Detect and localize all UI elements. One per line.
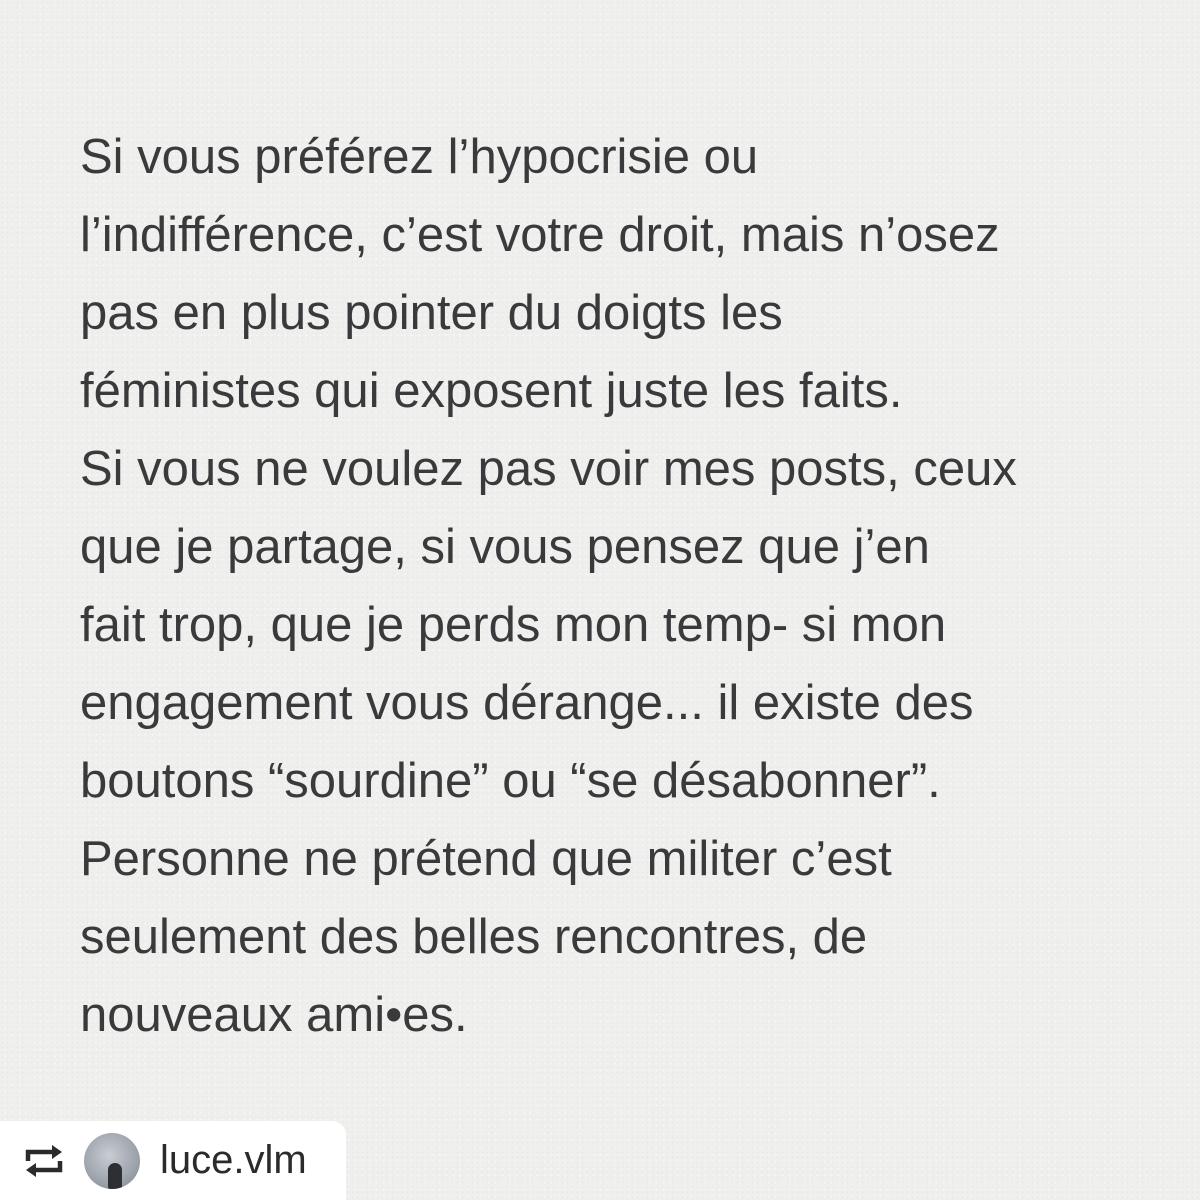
post-text-line: pas en plus pointer du doigts les — [80, 286, 783, 340]
post-text-line: que je partage, si vous pensez que j’en — [80, 520, 930, 574]
post-text-line: Personne ne prétend que militer c’est — [80, 832, 892, 886]
post-text-block — [80, 118, 1170, 1054]
repost-credit-bar[interactable] — [0, 1121, 346, 1200]
post-text-line: nouveaux ami•es. — [80, 988, 468, 1042]
post-text-line: l’indifférence, c’est votre droit, mais n’osez — [80, 208, 1000, 262]
repost-icon — [18, 1139, 70, 1183]
post-text-line: fait trop, que je perds mon temp- si mon — [80, 598, 947, 652]
avatar[interactable] — [84, 1133, 140, 1189]
post-text-line: Si vous préférez l’hypocrisie ou — [80, 130, 759, 184]
post-text-line: boutons “sourdine” ou “se désabonner”. — [80, 754, 941, 808]
post-text-line: engagement vous dérange... il existe des — [80, 676, 974, 730]
repost-icon-graphic — [22, 1143, 66, 1179]
avatar-figure — [108, 1163, 122, 1189]
username-link[interactable]: luce.vlm — [160, 1138, 307, 1182]
post-text-line: Si vous ne voulez pas voir mes posts, ceux — [80, 442, 1017, 496]
post-text-line: seulement des belles rencontres, de — [80, 910, 868, 964]
post-text-line: féministes qui exposent juste les faits. — [80, 364, 903, 418]
